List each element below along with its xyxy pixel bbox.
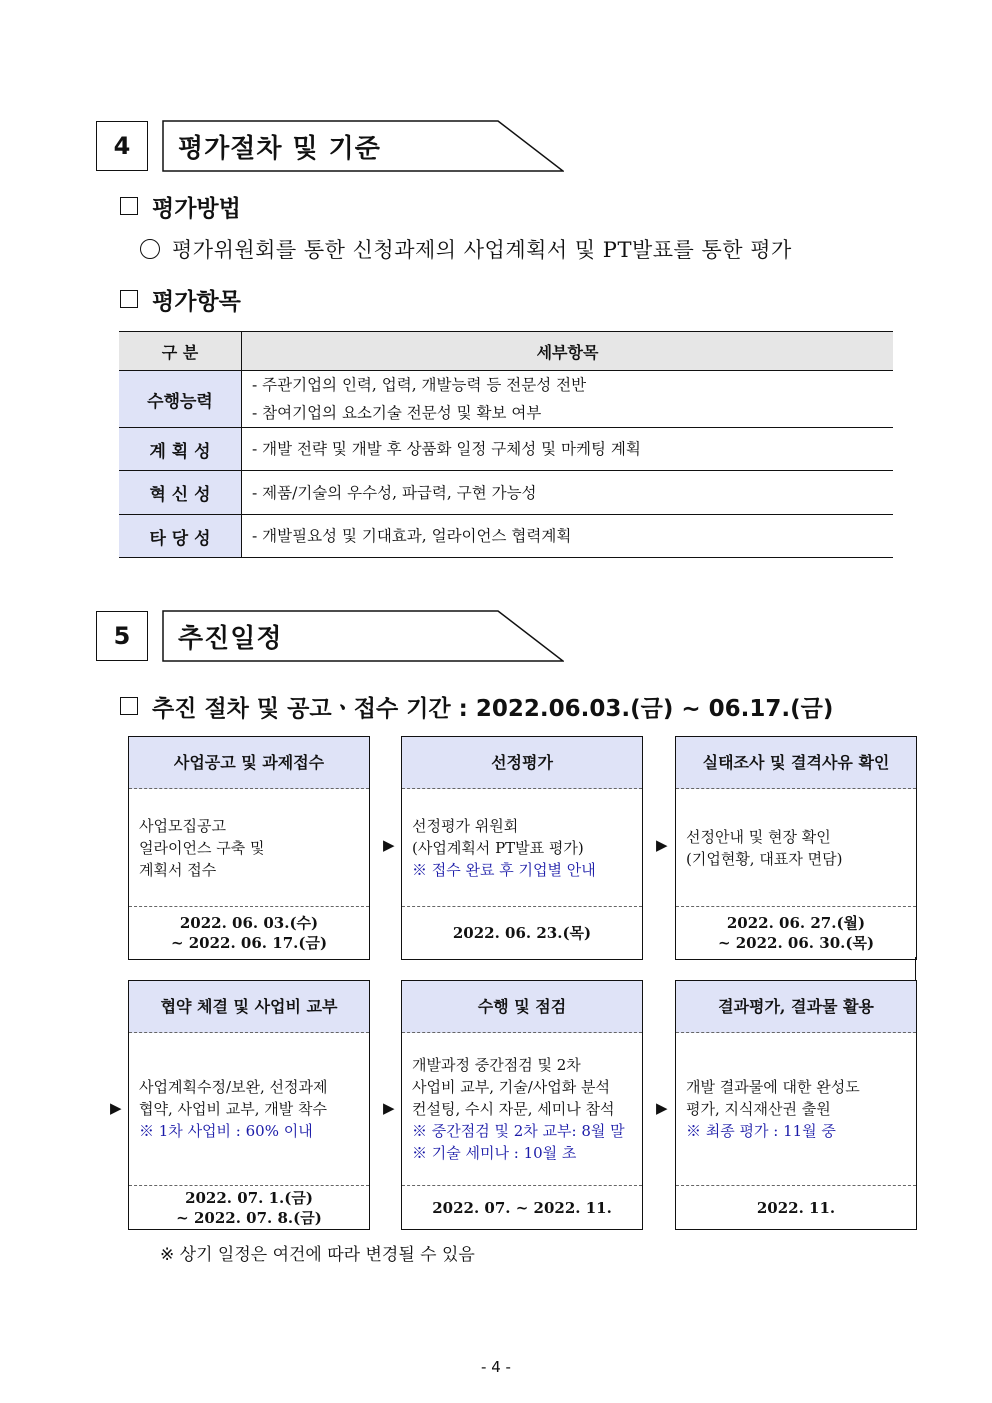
step-box: [675, 736, 917, 960]
circle-bullet-icon: [140, 239, 160, 259]
step-date-line: ~ 2022. 06. 30.(목): [717, 934, 875, 952]
step-box: [675, 980, 917, 1230]
flow-connector: [915, 957, 916, 981]
step-note: ※ 최종 평가 : 11월 중: [686, 1122, 836, 1140]
step-body: [129, 1033, 369, 1186]
step-line: 얼라이언스 구축 및: [139, 838, 265, 857]
row-category: 혁 신 성: [119, 471, 242, 515]
table-row: [119, 471, 893, 515]
step-title: 사업공고 및 과제접수: [129, 737, 369, 789]
flow-arrow-icon: ▶: [383, 1099, 395, 1117]
table-row: [119, 371, 893, 428]
items-heading-text: 평가항목: [152, 288, 241, 315]
step-box: [401, 980, 643, 1230]
section-5-title-box: [162, 610, 564, 662]
square-bullet-icon: [120, 197, 138, 215]
step-title: 실태조사 및 결격사유 확인: [676, 737, 916, 789]
flow-arrow-icon: ▶: [656, 836, 668, 854]
table-header-row: [119, 332, 893, 371]
step-date-line: 2022. 11.: [756, 1198, 836, 1217]
row-category: 타 당 성: [119, 515, 242, 558]
step-date: [676, 1186, 916, 1229]
table-row: [119, 428, 893, 471]
step-line: 개발과정 중간점검 및 2차: [412, 1056, 581, 1074]
evaluation-table: [119, 331, 893, 558]
table-row: [119, 515, 893, 558]
step-body: [129, 789, 369, 907]
row-category: 수행능력: [119, 371, 242, 428]
step-note: ※ 중간점검 및 2차 교부: 8월 말: [412, 1122, 625, 1140]
step-date-line: 2022. 06. 27.(월): [726, 914, 866, 932]
page-number: - 4 -: [481, 1358, 511, 1376]
step-box: [128, 980, 370, 1230]
step-date-line: 2022. 07. ~ 2022. 11.: [432, 1198, 612, 1217]
row-details: [242, 428, 894, 471]
row-details: [242, 471, 894, 515]
header-category: 구 분: [119, 332, 242, 371]
step-box: [128, 736, 370, 960]
step-note: ※ 기술 세미나 : 10월 초: [412, 1144, 577, 1162]
row-details: [242, 515, 894, 558]
step-line: 개발 결과물에 대한 완성도: [686, 1078, 860, 1096]
detail-line: - 참여기업의 요소기술 전문성 및 확보 여부: [252, 404, 542, 422]
schedule-heading-text: 추진 절차 및 공고ㆍ접수 기간 : 2022.06.03.(금) ~ 06.17.(금): [152, 695, 834, 722]
step-body: [676, 789, 916, 907]
step-date: [402, 1186, 642, 1229]
section-4-title-box: [162, 120, 564, 172]
header-details: 세부항목: [242, 332, 894, 371]
step-title: 결과평가, 결과물 활용: [676, 981, 916, 1033]
step-date-line: 2022. 07. 1.(금): [185, 1188, 313, 1207]
step-date: [129, 1186, 369, 1229]
step-title: 선정평가: [402, 737, 642, 789]
step-line: 선정안내 및 현장 확인: [686, 827, 831, 846]
step-date-line: ~ 2022. 06. 17.(금): [170, 934, 328, 952]
step-line: 계획서 접수: [139, 860, 217, 879]
step-line: (기업현황, 대표자 면담): [686, 849, 843, 868]
section-4-number: 4: [96, 121, 148, 171]
section-5-title: 추진일정: [178, 623, 283, 654]
step-date: [402, 907, 642, 959]
step-note: ※ 1차 사업비 : 60% 이내: [139, 1122, 313, 1140]
step-line: 컨설팅, 수시 자문, 세미나 참석: [412, 1100, 615, 1118]
step-line: 평가, 지식재산권 출원: [686, 1100, 831, 1118]
detail-line: - 개발 전략 및 개발 후 상품화 일정 구체성 및 마케팅 계획: [252, 440, 641, 458]
detail-line: - 제품/기술의 우수성, 파급력, 구현 가능성: [252, 483, 537, 502]
step-date: [676, 907, 916, 959]
step-line: 협약, 사업비 교부, 개발 착수: [139, 1100, 327, 1118]
row-details: [242, 371, 894, 428]
section-5-number: 5: [96, 611, 148, 661]
step-date-line: 2022. 06. 03.(수): [179, 914, 319, 932]
method-item-text: 평가위원회를 통한 신청과제의 사업계획서 및 PT발표를 통한 평가: [172, 238, 792, 262]
step-body: [402, 789, 642, 907]
detail-line: - 주관기업의 인력, 업력, 개발능력 등 전문성 전반: [252, 376, 587, 394]
method-item: [140, 233, 792, 265]
items-heading: [120, 283, 241, 315]
step-line: 사업모집공고: [139, 816, 226, 835]
schedule-heading: [120, 689, 833, 723]
step-date: [129, 907, 369, 959]
square-bullet-icon: [120, 290, 138, 308]
step-date-line: 2022. 06. 23.(목): [452, 924, 592, 942]
step-note: ※ 접수 완료 후 기업별 안내: [412, 860, 596, 879]
method-heading-text: 평가방법: [152, 195, 241, 222]
row-category: 계 획 성: [119, 428, 242, 471]
step-title: 수행 및 점검: [402, 981, 642, 1033]
step-date-line: ~ 2022. 07. 8.(금): [176, 1208, 322, 1227]
step-line: (사업계획서 PT발표 평가): [412, 838, 584, 857]
section-4-title: 평가절차 및 기준: [178, 133, 381, 164]
step-body: [402, 1033, 642, 1186]
step-line: 선정평가 위원회: [412, 816, 519, 835]
method-heading: [120, 190, 241, 222]
step-title: 협약 체결 및 사업비 교부: [129, 981, 369, 1033]
detail-line: - 개발필요성 및 기대효과, 얼라이언스 협력계획: [252, 527, 572, 545]
step-line: 사업계획수정/보완, 선정과제: [139, 1078, 328, 1096]
flow-arrow-icon: ▶: [383, 836, 395, 854]
flow-arrow-icon: ▶: [656, 1099, 668, 1117]
schedule-footnote: ※ 상기 일정은 여건에 따라 변경될 수 있음: [160, 1245, 475, 1265]
step-line: 사업비 교부, 기술/사업화 분석: [412, 1078, 611, 1096]
square-bullet-icon: [120, 697, 138, 715]
step-box: [401, 736, 643, 960]
step-body: [676, 1033, 916, 1186]
flow-arrow-icon: ▶: [110, 1099, 122, 1117]
